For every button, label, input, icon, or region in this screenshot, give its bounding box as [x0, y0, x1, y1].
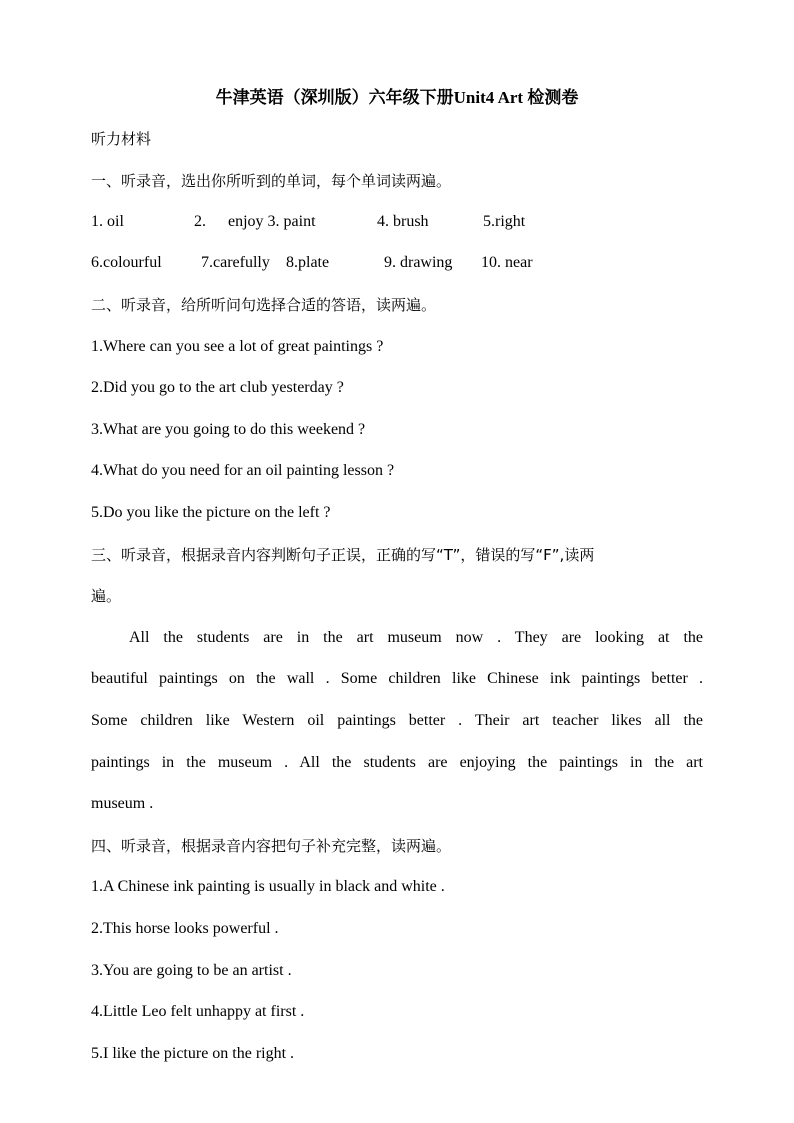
sentence-item: 1.A Chinese ink painting is usually in black and white . [91, 878, 445, 895]
question-item: 5.Do you like the picture on the left ? [91, 504, 331, 521]
document-subtitle: 听力材料 [91, 130, 152, 148]
question-item: 2.Did you go to the art club yesterday ? [91, 379, 344, 396]
passage-line: museum . [91, 795, 154, 812]
passage-line: All the students are in the art museum now . They are looking at the [129, 629, 703, 646]
question-item: 4.What do you need for an oil painting lesson ? [91, 462, 395, 479]
sentence-item: 5.I like the picture on the right . [91, 1045, 295, 1062]
word-item: 4. brush [377, 213, 429, 230]
passage-line: paintings in the museum . All the students are enjoying the paintings in the art [91, 754, 703, 771]
word-item: 1. oil [91, 213, 124, 230]
document-title: 牛津英语（深圳版）六年级下册Unit4 Art 检测卷 [215, 88, 579, 107]
question-item: 3.What are you going to do this weekend ? [91, 421, 366, 438]
word-item: enjoy 3. paint [228, 213, 316, 230]
question-item: 1.Where can you see a lot of great paintings ? [91, 338, 384, 355]
word-item: 5.right [483, 213, 526, 230]
section3-heading: 三、听录音，根据录音内容判断句子正误，正确的写“T”，错误的写“F”,读两 [91, 546, 595, 564]
word-item: 9. drawing [384, 254, 453, 271]
word-item: 7.carefully [201, 254, 270, 271]
word-item: 6.colourful [91, 254, 162, 271]
passage-line: beautiful paintings on the wall . Some children like Chinese ink paintings better . [91, 670, 703, 687]
sentence-item: 4.Little Leo felt unhappy at first . [91, 1003, 305, 1020]
section4-heading: 四、听录音，根据录音内容把句子补充完整，读两遍。 [91, 837, 452, 855]
word-item: 2. [194, 213, 206, 230]
section2-heading: 二、听录音，给所听问句选择合适的答语，读两遍。 [91, 296, 437, 314]
passage-line: Some children like Western oil paintings better . Their art teacher likes all the [91, 712, 703, 729]
word-item: 8.plate [286, 254, 330, 271]
sentence-item: 2.This horse looks powerful . [91, 920, 279, 937]
sentence-item: 3.You are going to be an artist . [91, 962, 292, 979]
word-item: 10. near [481, 254, 533, 271]
section1-heading: 一、听录音，选出你所听到的单词，每个单词读两遍。 [91, 172, 452, 190]
section3-heading-continued: 遍。 [91, 587, 122, 605]
